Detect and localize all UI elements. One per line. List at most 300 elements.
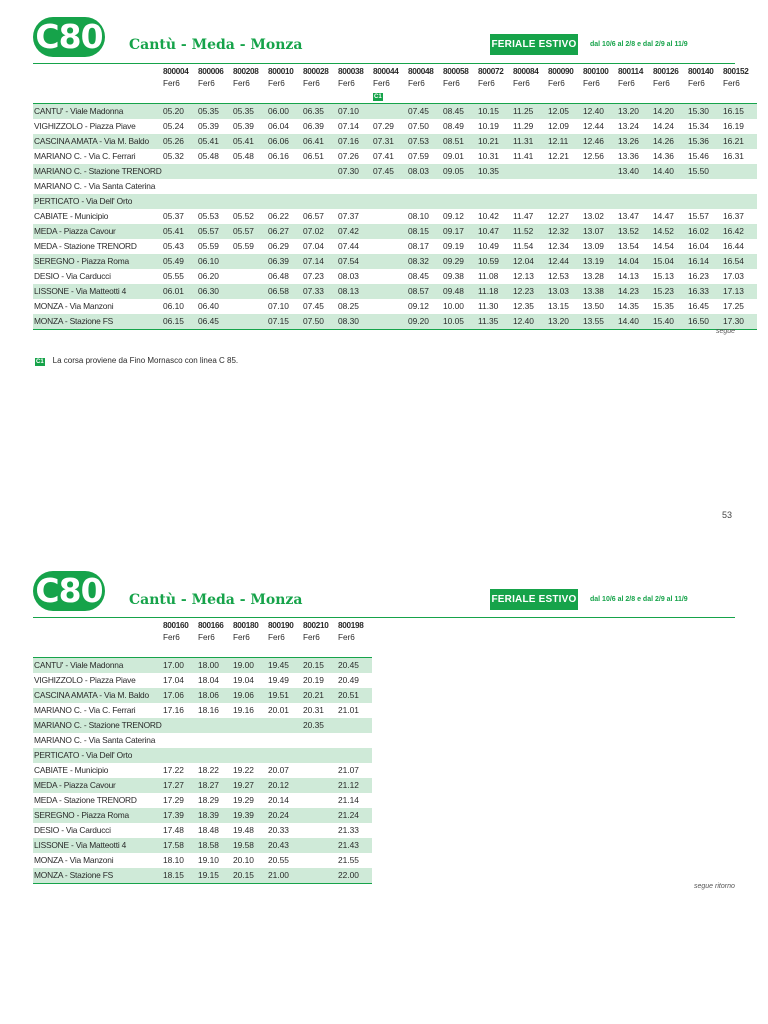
departure-time [302,748,337,763]
departure-time: 17.27 [162,778,197,793]
departure-time: 06.57 [303,211,324,221]
departure-time: 17.06 [162,688,197,703]
departure-time: 06.22 [268,211,289,221]
departure-time: 20.12 [267,778,302,793]
departure-time: 09.17 [442,224,477,239]
departure-time: 07.50 [408,121,429,131]
departure-time: 07.45 [407,104,442,120]
departure-time: 06.04 [268,121,289,131]
trip-day-type: Fer6 [268,633,285,642]
departure-time: 18.58 [197,838,232,853]
trip-code: 800038 [338,67,364,76]
departure-time: 20.55 [268,855,289,865]
departure-time: 10.15 [477,104,512,120]
departure-time: 16.54 [722,254,757,269]
departure-time: 18.48 [198,825,219,835]
stop-name: MONZA - Via Manzoni [34,855,114,865]
departure-time: 08.51 [442,134,477,149]
stop-row [33,853,372,868]
stop-row [33,823,372,838]
trip-code: 800048 [408,67,434,76]
departure-time: 18.00 [197,658,232,674]
departure-time: 20.07 [268,765,289,775]
departure-time: 17.29 [163,795,184,805]
trip-day-type: Fer6 [198,79,215,88]
departure-time: 05.37 [163,211,184,221]
departure-time: 18.22 [198,765,219,775]
departure-time: 13.38 [582,284,617,299]
stop-name: PERTICATO - Via Dell' Orto [33,194,162,209]
stop-row [33,838,372,853]
trip-header-cell [337,620,372,644]
departure-time: 15.04 [652,254,687,269]
departure-time: 16.31 [723,151,744,161]
departure-time: 12.53 [548,271,569,281]
departure-time: 10.59 [477,254,512,269]
departure-time: 14.13 [618,271,639,281]
departure-time: 13.24 [618,121,639,131]
stop-name: MONZA - Stazione FS [33,314,162,330]
departure-time: 19.51 [267,688,302,703]
departure-time: 05.41 [232,134,267,149]
departure-time: 17.03 [723,271,744,281]
departure-time: 16.19 [723,121,744,131]
departure-time: 08.13 [337,284,372,299]
trip-code: 800004 [163,67,189,76]
departure-time: 16.14 [687,254,722,269]
departure-time: 20.35 [302,718,337,733]
departure-time: 21.01 [338,705,359,715]
line-logo: C80 [33,17,105,57]
trip-day-type: Fer6 [198,633,215,642]
trip-code: 800114 [618,67,644,76]
departure-time: 16.15 [722,104,757,120]
stop-row [33,733,372,748]
stop-row [33,673,372,688]
departure-time: 19.39 [232,808,267,823]
footnote-text: La corsa proviene da Fino Mornasco con linea C 85. [52,356,239,365]
departure-time: 19.48 [233,825,254,835]
departure-time: 14.40 [617,314,652,330]
departure-time: 12.34 [548,241,569,251]
trip-day-type: Fer6 [338,633,355,642]
departure-time: 07.10 [337,104,372,120]
departure-time: 08.49 [443,121,464,131]
departure-time: 18.15 [162,868,197,884]
departure-time [337,748,372,763]
departure-time: 07.16 [337,134,372,149]
departure-time: 06.58 [267,284,302,299]
departure-time: 09.12 [443,211,464,221]
stop-name: VIGHIZZOLO - Piazza Piave [34,121,136,131]
footnote-badge: C1 [36,359,44,365]
trip-code: 800190 [268,621,294,630]
trip-codes-row [162,620,372,644]
departure-time: 06.39 [267,254,302,269]
trip-day-type: Fer6 [233,79,250,88]
departure-time: 21.12 [337,778,372,793]
stop-name: MEDA - Stazione TRENORD [34,241,137,251]
stop-row [33,718,372,733]
departure-time: 06.27 [267,224,302,239]
departure-time: 08.32 [407,254,442,269]
departure-time: 09.19 [443,241,464,251]
departure-time: 20.19 [303,675,324,685]
departure-time: 07.59 [408,151,429,161]
departure-time: 09.38 [443,271,464,281]
departure-time [302,853,337,868]
stop-name: CASCINA AMATA - Via M. Baldo [33,688,162,703]
departure-time: 06.16 [268,151,289,161]
stop-name: VIGHIZZOLO - Piazza Piave [34,675,136,685]
trip-code: 800090 [548,67,574,76]
departure-time: 17.48 [163,825,184,835]
departure-time: 05.39 [198,121,219,131]
departure-time: 11.47 [513,211,534,221]
departure-time: 17.39 [162,808,197,823]
departure-time: 12.46 [582,134,617,149]
departure-time: 15.23 [652,284,687,299]
departure-time [162,748,197,763]
trip-header-cell [232,620,267,644]
departure-time: 06.06 [267,134,302,149]
trip-code: 800152 [723,67,749,76]
departure-time: 13.40 [617,164,652,179]
departure-time: 21.33 [338,825,359,835]
departure-time: 07.44 [338,241,359,251]
departure-time: 14.24 [653,121,674,131]
stop-name: MARIANO C. - Stazione TRENORD [33,718,162,733]
trip-code: 800100 [583,67,609,76]
departure-time: 15.13 [653,271,674,281]
departure-time: 13.20 [617,104,652,120]
departure-time: 19.00 [232,658,267,674]
departure-time: 21.43 [337,838,372,853]
departure-time: 11.25 [512,104,547,120]
trip-header-cell [162,620,197,644]
departure-time: 07.31 [372,134,407,149]
departure-time: 06.51 [303,151,324,161]
departure-time: 12.40 [582,104,617,120]
trip-code: 800084 [513,67,539,76]
departure-time [232,748,267,763]
departure-time [337,733,372,748]
departure-time: 20.51 [337,688,372,703]
departure-time: 10.21 [477,134,512,149]
departure-time: 20.24 [267,808,302,823]
trip-day-type: Fer6 [653,79,670,88]
departure-time: 13.52 [617,224,652,239]
departure-time: 13.36 [618,151,639,161]
departure-time: 11.52 [512,224,547,239]
trip-day-type: Fer6 [618,79,635,88]
departure-time: 20.15 [302,658,337,674]
departure-time: 07.04 [303,241,324,251]
route-title: Cantù - Meda - Monza [129,37,303,53]
departure-time: 12.05 [547,104,582,120]
departure-time: 17.58 [162,838,197,853]
departure-time: 15.40 [652,314,687,330]
departure-time: 12.44 [583,121,604,131]
departure-time: 15.34 [688,121,709,131]
trip-code: 800180 [233,621,259,630]
departure-time: 17.22 [163,765,184,775]
continues-label: segue [716,328,736,335]
departure-time: 17.04 [163,675,184,685]
departure-time: 09.12 [408,301,429,311]
departure-time: 17.30 [722,314,757,330]
departure-time: 06.20 [198,271,219,281]
departure-time: 12.09 [548,121,569,131]
stop-name: SEREGNO - Piazza Roma [33,808,162,823]
departure-time: 18.06 [197,688,232,703]
departure-time: 14.04 [617,254,652,269]
departure-time: 21.14 [338,795,359,805]
departure-time: 09.01 [443,151,464,161]
departure-time: 05.53 [198,211,219,221]
stop-name: MARIANO C. - Via Santa Caterina [34,735,156,745]
trip-code: 800006 [198,67,224,76]
departure-time: 08.15 [407,224,442,239]
departure-time: 20.31 [303,705,324,715]
departure-time: 20.21 [302,688,337,703]
departure-time: 19.22 [233,765,254,775]
stop-row [33,868,372,884]
departure-time: 05.57 [232,224,267,239]
departure-time [302,778,337,793]
stop-name: MARIANO C. - Via C. Ferrari [34,151,136,161]
departure-time: 11.35 [477,314,512,330]
stop-name: MARIANO C. - Via Santa Caterina [34,181,156,191]
trip-code: 800166 [198,621,224,630]
departure-time: 12.21 [548,151,569,161]
trip-code: 800160 [163,621,189,630]
validity-period: dal 10/6 al 2/8 e dal 2/9 al 11/9 [590,596,688,603]
departure-time: 15.36 [687,134,722,149]
departure-time: 07.29 [373,121,394,131]
departure-time [302,733,337,748]
departure-time: 05.41 [197,134,232,149]
route-title: Cantù - Meda - Monza [129,592,303,608]
departure-time [302,793,337,808]
departure-time: 15.30 [687,104,722,120]
departure-time: 21.55 [338,855,359,865]
departure-time: 20.15 [232,868,267,884]
trip-day-type: Fer6 [443,79,460,88]
departure-time [162,733,197,748]
trip-code: 800208 [233,67,259,76]
departure-time [232,733,267,748]
departure-time: 06.01 [162,284,197,299]
departure-time: 05.48 [198,151,219,161]
departure-time: 07.33 [302,284,337,299]
departure-time: 13.26 [617,134,652,149]
departure-time: 10.35 [477,164,512,179]
stop-row [33,763,372,778]
trip-day-type: Fer6 [233,633,250,642]
departure-time [162,718,197,733]
departure-time: 14.54 [653,241,674,251]
departure-time: 05.57 [197,224,232,239]
departure-time: 07.54 [337,254,372,269]
trip-code: 800044 [373,67,399,76]
stop-name: DESIO - Via Carducci [34,825,111,835]
trip-day-type: Fer6 [303,633,320,642]
stop-name: CABIATE - Municipio [34,211,109,221]
departure-time [197,733,232,748]
departure-time: 11.31 [512,134,547,149]
departure-time [232,718,267,733]
trip-day-type: Fer6 [268,79,285,88]
departure-time: 17.00 [162,658,197,674]
service-type-badge: FERIALE ESTIVO [490,34,578,55]
departure-time: 14.20 [652,104,687,120]
trip-code: 800198 [338,621,364,630]
departure-time: 14.36 [653,151,674,161]
stop-name: MONZA - Stazione FS [33,868,162,884]
departure-time: 13.54 [618,241,639,251]
departure-time: 05.49 [162,254,197,269]
departure-time [302,823,337,838]
departure-time: 06.10 [163,301,184,311]
departure-time: 05.41 [162,224,197,239]
trip-code: 800072 [478,67,504,76]
trip-header-cell [197,620,232,644]
departure-time [197,718,232,733]
departure-time: 10.00 [443,301,464,311]
departure-time: 08.10 [408,211,429,221]
departure-time: 08.45 [408,271,429,281]
page-number: 53 [722,510,733,520]
stop-name: MEDA - Stazione TRENORD [34,795,137,805]
departure-time: 19.16 [233,705,254,715]
departure-time: 19.04 [233,675,254,685]
departure-time: 06.41 [302,134,337,149]
departure-time: 14.52 [652,224,687,239]
departure-time [302,838,337,853]
departure-time: 12.11 [547,134,582,149]
departure-time: 07.45 [372,164,407,179]
departure-time: 18.39 [197,808,232,823]
departure-time: 20.43 [267,838,302,853]
trip-day-type: Fer6 [583,79,600,88]
departure-time: 10.05 [442,314,477,330]
line-logo: C80 [33,571,105,611]
stop-name: SEREGNO - Piazza Roma [33,254,162,269]
departure-time: 14.23 [617,284,652,299]
departure-time: 13.07 [582,224,617,239]
departure-time: 06.29 [268,241,289,251]
departure-time: 07.15 [267,314,302,330]
departure-time: 07.10 [268,301,289,311]
departure-time: 06.48 [268,271,289,281]
departure-time: 20.49 [338,675,359,685]
departure-time: 05.39 [233,121,254,131]
trip-code: 800210 [303,621,329,630]
departure-time [302,868,337,884]
departure-time: 20.14 [268,795,289,805]
departure-time: 21.07 [338,765,359,775]
departure-time: 07.50 [302,314,337,330]
departure-time: 10.31 [478,151,499,161]
departure-time: 12.35 [513,301,534,311]
departure-time: 06.10 [197,254,232,269]
departure-time: 07.37 [338,211,359,221]
trip-code: 800058 [443,67,469,76]
departure-time: 06.00 [267,104,302,120]
departure-time: 05.43 [163,241,184,251]
departure-time: 16.44 [723,241,744,251]
stop-name: MARIANO C. - Stazione TRENORD [33,164,162,179]
departure-time: 16.33 [687,284,722,299]
departure-time: 13.50 [583,301,604,311]
departure-time: 13.47 [618,211,639,221]
departure-time: 18.27 [197,778,232,793]
trip-header-cell [267,620,302,644]
departure-time: 12.32 [547,224,582,239]
departure-time: 12.44 [547,254,582,269]
departure-time: 19.45 [267,658,302,674]
departure-time: 07.14 [302,254,337,269]
departure-time: 08.45 [442,104,477,120]
departure-time: 08.17 [408,241,429,251]
departure-time: 11.41 [513,151,534,161]
trip-header [162,620,372,644]
departure-time: 19.10 [198,855,219,865]
trip-code: 800028 [303,67,329,76]
stop-row [33,658,372,674]
departure-time [302,808,337,823]
departure-time: 10.42 [478,211,499,221]
departure-time: 08.25 [338,301,359,311]
stop-name: CASCINA AMATA - Via M. Baldo [33,134,162,149]
stop-name: DESIO - Via Carducci [34,271,111,281]
departure-time: 14.40 [652,164,687,179]
stop-name: MARIANO C. - Via C. Ferrari [34,705,136,715]
departure-time: 13.15 [548,301,569,311]
departure-time: 06.40 [198,301,219,311]
trip-day-type: Fer6 [478,79,495,88]
departure-time: 14.26 [652,134,687,149]
trip-day-type: Fer6 [513,79,530,88]
departure-time: 19.06 [232,688,267,703]
departure-time: 05.59 [198,241,219,251]
stop-name: MONZA - Via Manzoni [34,301,114,311]
departure-time: 12.13 [513,271,534,281]
departure-time: 09.48 [442,284,477,299]
stop-name: LISSONE - Via Matteotti 4 [33,284,162,299]
departure-time: 05.59 [233,241,254,251]
trip-day-type: Fer6 [688,79,705,88]
departure-time: 18.29 [198,795,219,805]
trip-note-badge: C1 [374,94,382,100]
departure-time: 07.53 [407,134,442,149]
stop-name: PERTICATO - Via Dell' Orto [33,748,162,763]
trip-header-cell [302,620,337,644]
stop-row [33,778,372,793]
departure-time: 20.10 [233,855,254,865]
departure-time: 05.24 [163,121,184,131]
departure-time: 13.19 [582,254,617,269]
departure-time: 07.45 [303,301,324,311]
departure-time: 09.05 [442,164,477,179]
departure-time: 12.27 [548,211,569,221]
stop-name: CANTU' - Viale Madonna [33,104,162,120]
departure-time: 18.04 [198,675,219,685]
departure-time: 15.50 [687,164,722,179]
stop-row [33,808,372,823]
departure-time: 11.30 [478,301,499,311]
